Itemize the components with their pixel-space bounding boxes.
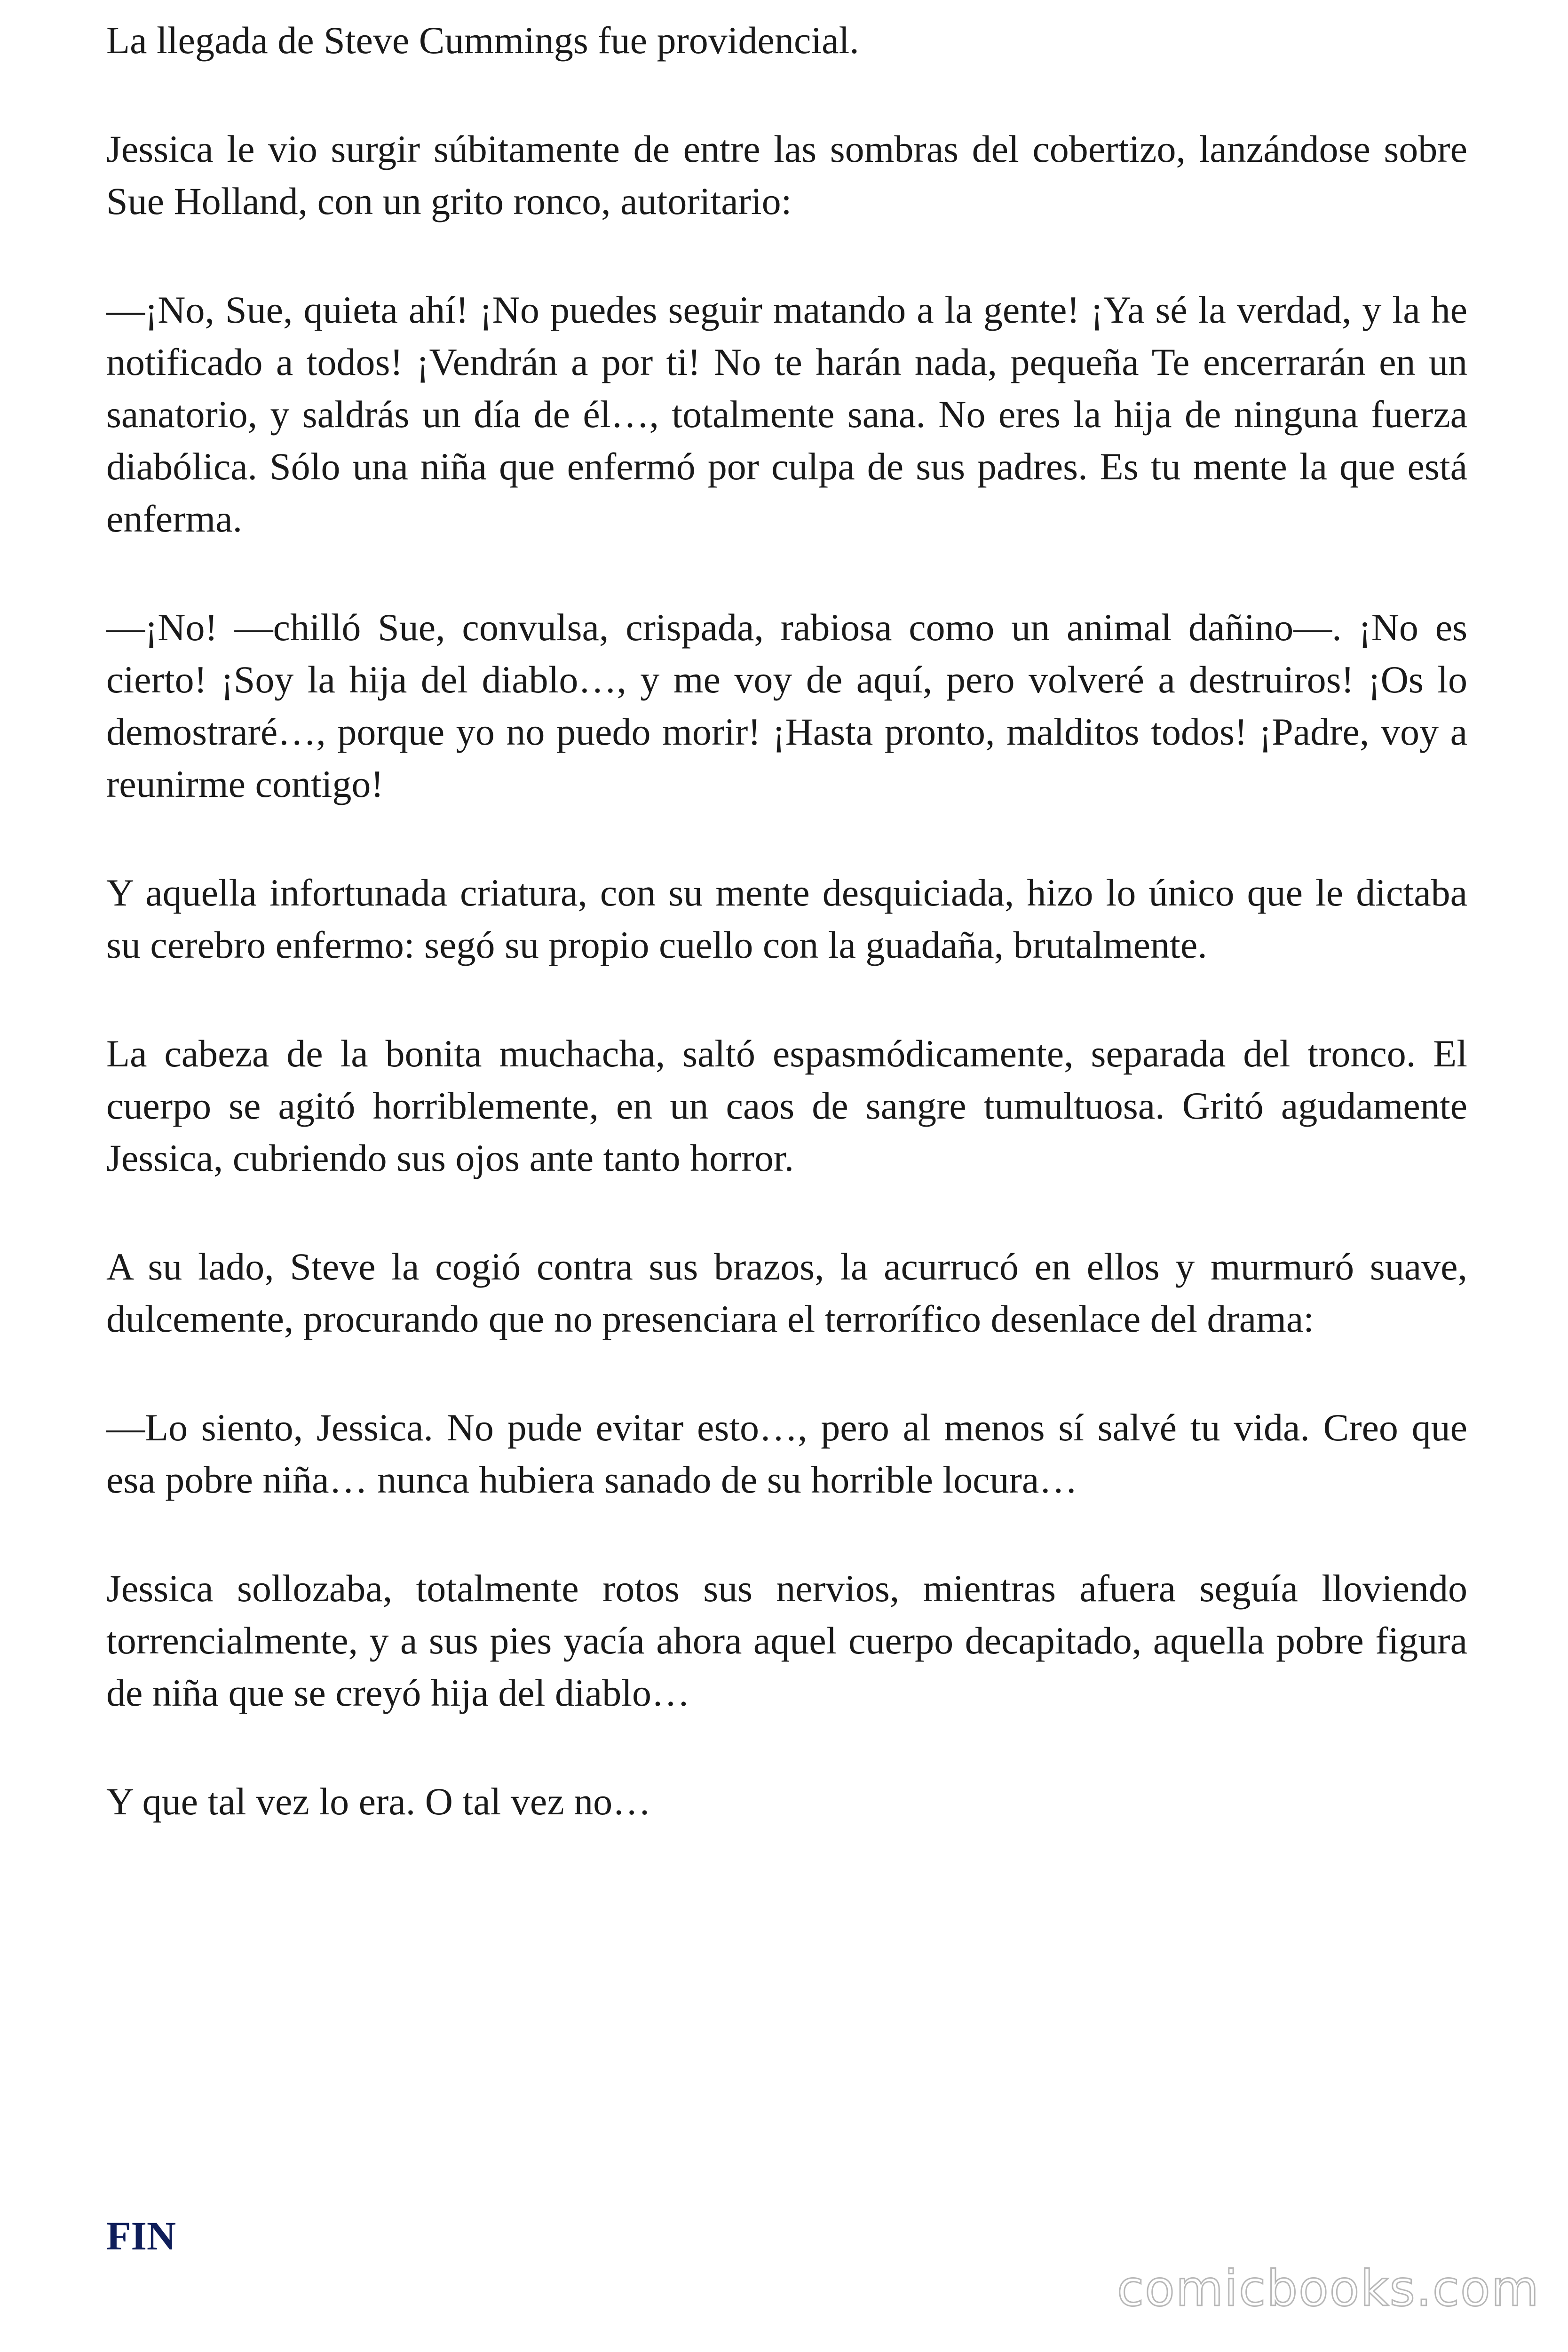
paragraph: Jessica le vio surgir súbitamente de entre las sombras del cobertizo, lanzándose sobre Sue Holland, con un grito ronco, autoritario: xyxy=(106,127,1467,222)
fin-label: FIN xyxy=(106,2213,176,2258)
paragraph: Y que tal vez lo era. O tal vez no… xyxy=(106,1780,651,1823)
paragraph: —¡No, Sue, quieta ahí! ¡No puedes seguir matando a la gente! ¡Ya sé la verdad, y la he notificado a todos! ¡Vendrán a por ti! No te harán nada, pequeña Te encerrarán en un sanatorio, y saldrás un día de él…, totalmente sana. No eres la hija de ninguna fuerza diabólica. Sólo una niña que enfermó por culpa de sus padres. Es tu mente la que está enferma. xyxy=(106,288,1467,540)
paragraph: La llegada de Steve Cummings fue providencial. xyxy=(106,19,859,62)
paragraph: Y aquella infortunada criatura, con su mente desquiciada, hizo lo único que le dictaba su cerebro enfermo: segó su propio cuello con la guadaña, brutalmente. xyxy=(106,871,1467,966)
paragraph: La cabeza de la bonita muchacha, saltó espasmódicamente, separada del tronco. El cuerpo se agitó horriblemente, en un caos de sangre tumultuosa. Gritó agudamente Jessica, cubriendo sus ojos ante tanto horror. xyxy=(106,1032,1467,1179)
paragraph: A su lado, Steve la cogió contra sus brazos, la acurrucó en ellos y murmuró suave, dulcemente, procurando que no presenciara el terrorífico desenlace del drama: xyxy=(106,1245,1467,1340)
paragraph: —¡No! —chilló Sue, convulsa, crispada, rabiosa como un animal dañino—. ¡No es cierto! ¡Soy la hija del diablo…, y me voy de aquí, pero volveré a destruiros! ¡Os lo demostraré…, porque yo no puedo morir! ¡Hasta pronto, malditos todos! ¡Padre, voy a reunirme contigo! xyxy=(106,606,1467,805)
story-text xyxy=(106,14,1467,1828)
watermark: comicbooks.com xyxy=(1117,2260,1540,2317)
paragraph: —Lo siento, Jessica. No pude evitar esto…, pero al menos sí salvé tu vida. Creo que esa pobre niña… nunca hubiera sanado de su horrible locura… xyxy=(106,1406,1467,1501)
paragraph: Jessica sollozaba, totalmente rotos sus nervios, mientras afuera seguía lloviendo torrencialmente, y a sus pies yacía ahora aquel cuerpo decapitado, aquella pobre figura de niña que se creyó hija del diablo… xyxy=(106,1567,1467,1714)
